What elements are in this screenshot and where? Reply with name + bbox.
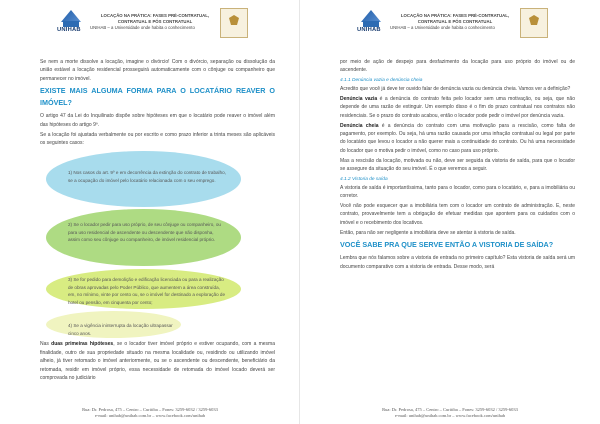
paragraph: Mas a rescisão da locação, motivada ou não, deve ser seguida da vistoria de saída, para que o locador se assegure da situação do seu imóvel. É o que veremos a seguir.: [340, 157, 575, 173]
paragraph: Você não pode esquecer que a imobiliária tem com o locador um contrato de administração. E, neste contrato, provavelmente tem a obrigação de efetuar medidas que apontem para os cuidados com o imóvel e o recebimento dos locativos.: [340, 203, 575, 226]
header-title: LOCAÇÃO NA PRÁTICA: FASES PRÉ-CONTRATUAL, CONTRATUAL E PÓS CONTRATUAL: [100, 13, 210, 24]
page-footer: [0, 407, 300, 419]
hypotheses-diagram: [40, 151, 275, 339]
right-page: [300, 0, 600, 424]
paragraph: Lembra que nós falamos sobre a vistoria de entrada no primeiro capítulo? Esta vistoria de saída será um documento comparativo com a vistoria de entrada. Desse modo, será: [340, 255, 575, 270]
unihab-logo-icon: UNIHAB: [360, 8, 382, 38]
paragraph: A vistoria de saída é importantíssima, tanto para o locador, como para o locatário, e, para a imobiliária ou corretor.: [340, 184, 575, 200]
hypothesis-text-1: 1) Nos casos do art. 9º e em decorrência da extinção do contrato de trabalho, se a ocupação do imóvel pelo locatário relacionada com o seu emprego.: [68, 170, 226, 183]
left-body: [40, 58, 275, 384]
paragraph: Acredito que você já deve ter ouvido falar de denúncia vazia ou denúncia cheia. Vamos ver a definição?: [340, 85, 571, 92]
footer-contact: e-mail: unihab@unihab.com.br – www.facebook.com/unihab: [94, 413, 206, 418]
paragraph: Denúncia cheia é a denúncia do contrato com uma motivação para a rescisão, como falta de pagamento, por exemplo. Ou seja, há uma razão causada por uma infração contratual ou legal por parte do locatário que levou o locador a não querer mais a continuidade do contrato. Ou há uma necessidade do locador que o motiva pedir o imóvel, como no caso para uso próprio.: [340, 122, 575, 154]
unihab-logo-icon: UNIHAB: [60, 8, 82, 38]
header-title: LOCAÇÃO NA PRÁTICA: FASES PRÉ-CONTRATUAL, CONTRATUAL E PÓS CONTRATUAL: [400, 13, 510, 24]
subsection-heading: 4.1.1 Denúncia vazia e denúncia cheia: [340, 77, 423, 83]
section-heading: VOCÊ SABE PRA QUE SERVE ENTÃO A VISTORIA DE SAÍDA?: [340, 240, 554, 250]
right-body: [340, 58, 575, 273]
paragraph: Se a locação foi ajustada verbalmente ou por escrito e como prazo inferior a trinta meses são aplicáveis os seguintes casos:: [40, 131, 275, 147]
page-header: [57, 8, 250, 44]
paragraph: O artigo 47 da Lei do Inquilinato dispõe sobre hipóteses em que o locatário pode reaver o imóvel além das hipóteses do artigo 9º.: [40, 113, 275, 128]
paragraph: Denúncia vazia é a denúncia do contrato feita pelo locador sem uma motivação, ou seja, que não depende de uma razão de extinguir. Um exemplo disso é o fim do prazo contratual nos contratos não residenciais. Se o prazo do contrato acabou, então o locador pode pedir o imóvel por denúncia vazia.: [340, 95, 575, 119]
partner-seal-icon: [220, 8, 248, 38]
hypothesis-text-2: 2) Se o locador pedir para uso próprio, de seu cônjuge ou companheiro, ou para uso residencial de ascendente ou descendente que não disponha, assim como seu cônjuge ou companheiro, de imóvel residencial próprio.: [68, 222, 221, 243]
page-footer: [300, 407, 600, 419]
paragraph: Então, para não ser negligente a imobiliária deve se atentar à vistoria de saída.: [340, 229, 516, 236]
hypothesis-text-4: 4) Se a vigência ininterrupta da locação ultrapassar cinco anos.: [68, 323, 173, 336]
header-subtitle: UNIHAB – a Universidade onde habita o conhecimento: [90, 25, 195, 30]
footer-address: Rua: Dr. Pedrosa, 475 – Centro – Curitiba – Fones: 3259-6032 / 3259-6033: [382, 407, 518, 412]
page-header: [357, 8, 550, 44]
paragraph: por meio de ação de despejo para desfazimento da locação para uso próprio do imóvel ou de ascendente.: [340, 59, 575, 74]
header-subtitle: UNIHAB – a Universidade onde habita o conhecimento: [390, 25, 495, 30]
footer-contact: e-mail: unihab@unihab.com.br – www.facebook.com/unihab: [394, 413, 506, 418]
hypothesis-text-3: 3) Se for pedido para demolição e edificação licenciada ou para a realização de obras aprovadas pelo Poder Público, que aumentem a área construída, em, no mínimo, vinte por cento ou, se o imóvel for destinado a exploração de hotel ou pensão, em cinquenta por cento;: [68, 277, 226, 305]
section-heading: EXISTE MAIS ALGUMA FORMA PARA O LOCATÁRIO REAVER O IMÓVEL?: [40, 86, 275, 108]
partner-seal-icon: [520, 8, 548, 38]
intro-paragraph: Se nem a morte dissolve a locação, imagine o divórcio! Com o divórcio, separação ou dissolução da união estável a locação residencial prosseguirá automaticamente com o cônjuge ou companheiro que permanecer no imóvel.: [40, 59, 275, 82]
subsection-heading: 4.1.2 Vistoria de saída: [340, 176, 388, 182]
footer-address: Rua: Dr. Pedrosa, 475 – Centro – Curitiba – Fones: 3259-6032 / 3259-6033: [82, 407, 218, 412]
paragraph: Nas duas primeiras hipóteses, se o locador tiver imóvel próprio e estiver ocupando, com a mesma finalidade, outro de sua propriedade situado na mesma localidade ou, residindo ou utilizando imóvel alheio, já tiver retomado o imóvel anteriormente, ou se o ascendente ou descendente, beneficiário da retomada, residir em imóvel próprio, essa necessidade de retomada do imóvel locado deverá ser comprovada no judiciário: [40, 341, 275, 382]
